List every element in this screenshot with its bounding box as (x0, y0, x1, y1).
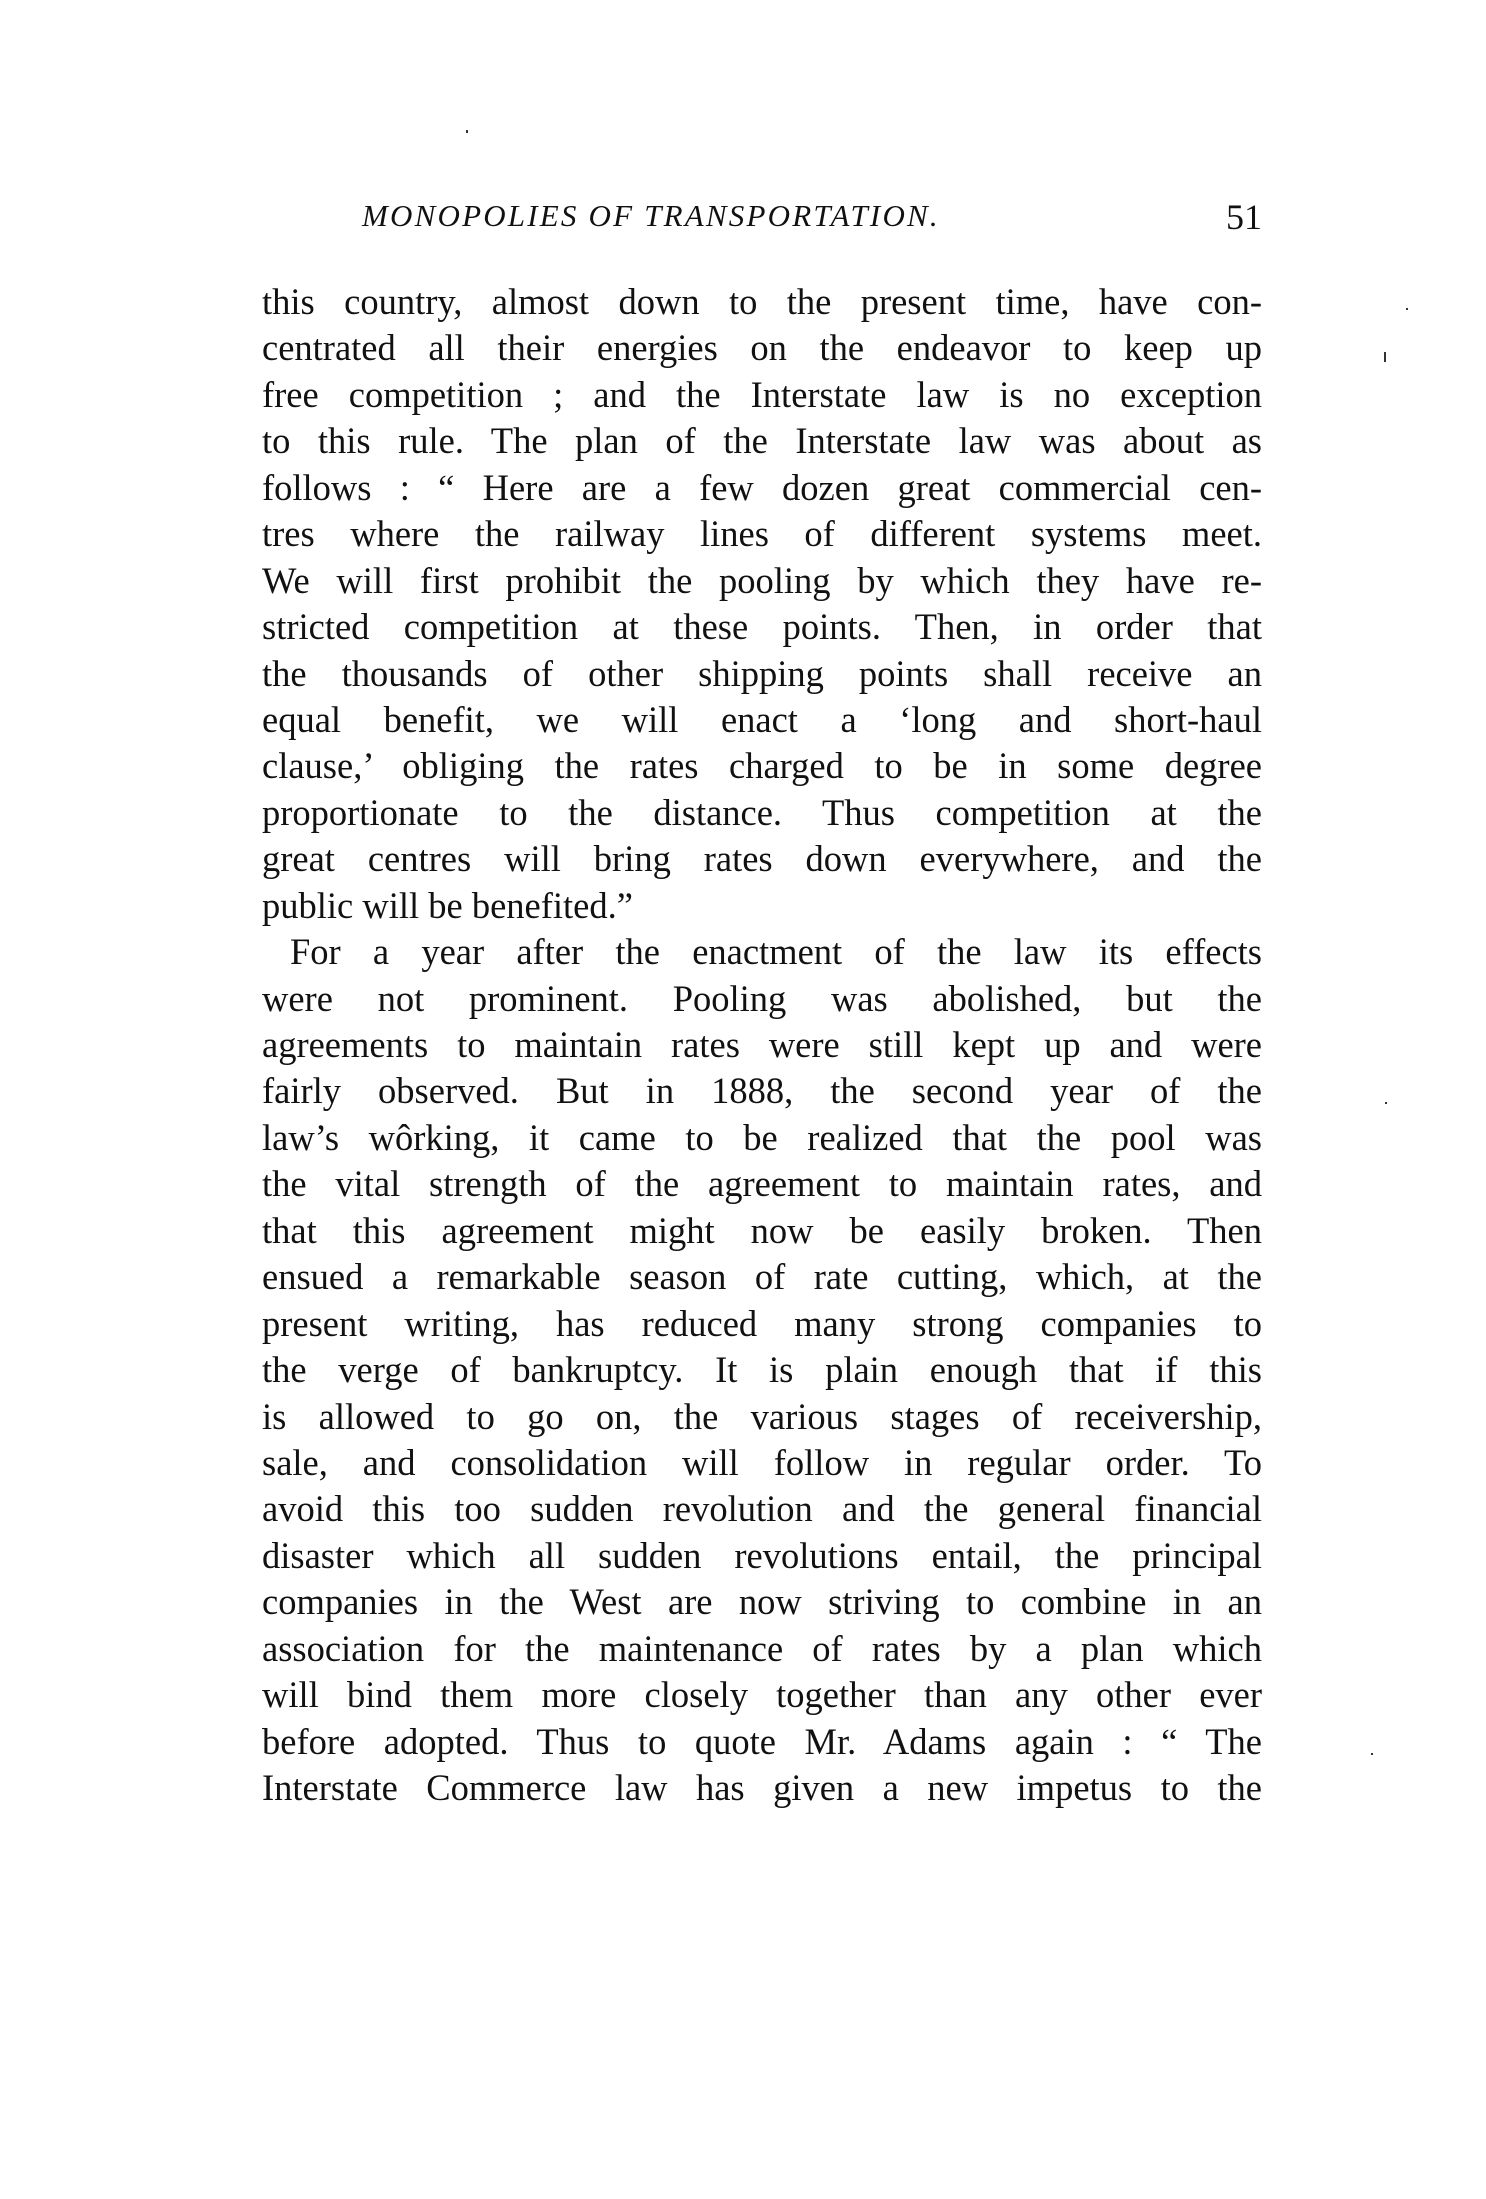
text-line: ensued a remarkable season of rate cutting, which, at the (262, 1256, 1262, 1298)
text-line: equal benefit, we will enact a ‘long and short-haul (262, 698, 1262, 740)
text-line: fairly observed. But in 1888, the second year of the (262, 1070, 1262, 1112)
text-line: to this rule. The plan of the Interstate law was about as (262, 420, 1262, 462)
page-number: 51 (1226, 197, 1262, 237)
text-line: Interstate Commerce law has given a new impetus to the (262, 1767, 1262, 1808)
scan-speck (466, 130, 468, 133)
text-line: avoid this too sudden revolution and the general financial (262, 1488, 1262, 1530)
text-line: disaster which all sudden revolutions entail, the principal (262, 1534, 1262, 1576)
scan-speck (1406, 308, 1408, 310)
text-line: will bind them more closely together than any other ever (262, 1674, 1262, 1716)
text-line: this country, almost down to the present time, have con- (262, 281, 1262, 322)
text-line: sale, and consolidation will follow in regular order. To (262, 1441, 1262, 1483)
text-line: stricted competition at these points. Then, in order that (262, 606, 1262, 648)
text-line: the verge of bankruptcy. It is plain enough that if this (262, 1349, 1262, 1391)
text-line: present writing, has reduced many strong companies to (262, 1302, 1262, 1344)
paragraph (262, 929, 1262, 1811)
text-line: follows : “ Here are a few dozen great commercial cen- (262, 466, 1262, 508)
text-line: law’s wôrking, it came to be realized that the pool was (262, 1116, 1262, 1158)
body-text (262, 279, 1262, 1811)
text-line: were not prominent. Pooling was abolished, but the (262, 977, 1262, 1019)
text-line: We will first prohibit the pooling by which they have re- (262, 559, 1262, 601)
text-line: is allowed to go on, the various stages of receivership, (262, 1395, 1262, 1437)
text-line: centrated all their energies on the endeavor to keep up (262, 327, 1262, 369)
paragraph (262, 279, 1262, 929)
text-line: the vital strength of the agreement to maintain rates, and (262, 1163, 1262, 1205)
text-line: free competition ; and the Interstate law is no exception (262, 373, 1262, 415)
text-line: companies in the West are now striving to combine in an (262, 1581, 1262, 1623)
running-head (262, 198, 1262, 248)
scan-speck (1384, 352, 1386, 362)
text-line: great centres will bring rates down everywhere, and the (262, 838, 1262, 880)
text-line: that this agreement might now be easily broken. Then (262, 1209, 1262, 1251)
text-line: For a year after the enactment of the law its effects (290, 931, 1262, 973)
running-title: MONOPOLIES OF TRANSPORTATION. (362, 198, 940, 233)
text-line: tres where the railway lines of different systems meet. (262, 513, 1262, 555)
text-line: association for the maintenance of rates by a plan which (262, 1627, 1262, 1669)
scan-speck (1385, 1102, 1387, 1104)
scan-speck (1371, 1753, 1373, 1755)
text-line: proportionate to the distance. Thus competition at the (262, 791, 1262, 833)
text-line: clause,’ obliging the rates charged to be in some degree (262, 745, 1262, 787)
text-line: the thousands of other shipping points shall receive an (262, 652, 1262, 694)
text-line: before adopted. Thus to quote Mr. Adams again : “ The (262, 1720, 1262, 1762)
text-line: agreements to maintain rates were still kept up and were (262, 1024, 1262, 1065)
text-line: public will be benefited.” (262, 884, 633, 926)
